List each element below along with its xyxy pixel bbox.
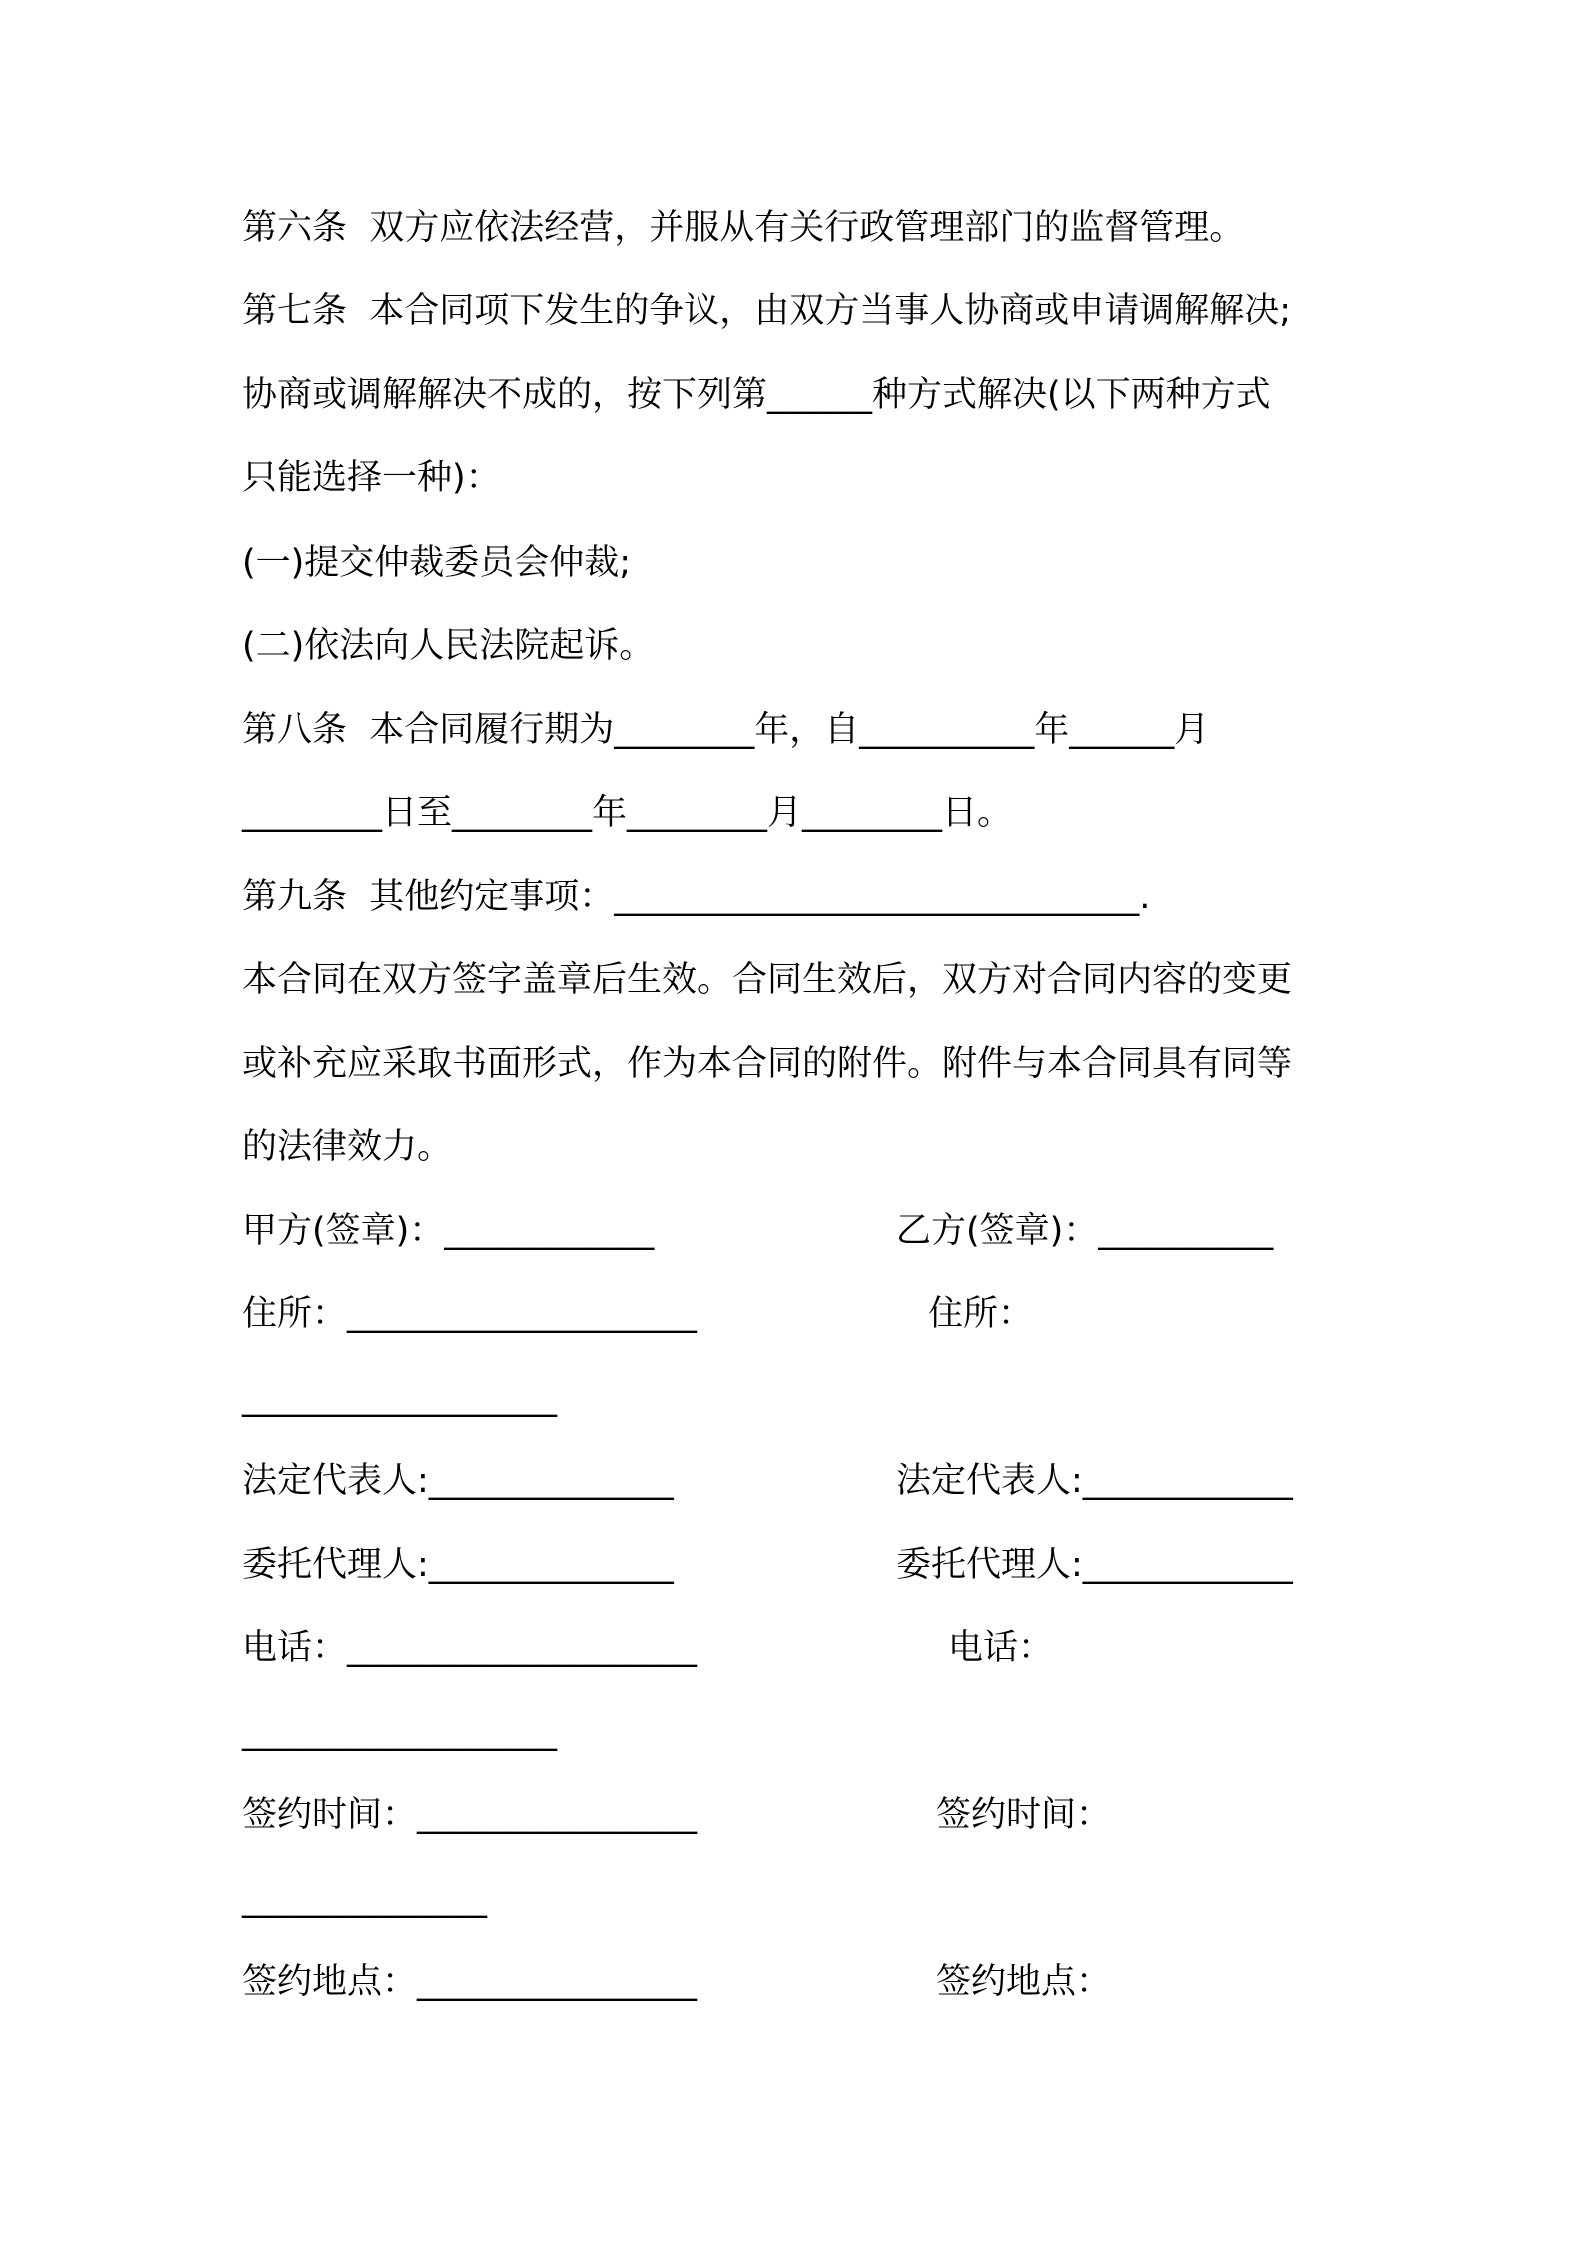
article-7-line-2: 协商或调解解决不成的，按下列第______种方式解决(以下两种方式 (242, 375, 1271, 415)
party-a-agent: 委托代理人:______________ (242, 1545, 674, 1585)
party-b-sign-time: 签约时间： (936, 1795, 1112, 1835)
article-7-line-3: 只能选择一种)： (242, 458, 501, 498)
article-7-line-1: 第七条 本合同项下发生的争议，由双方当事人协商或申请调解解决; (242, 291, 1292, 331)
article-9-line: 第九条 其他约定事项：______________________________. (242, 877, 1151, 917)
effect-clause-line-1: 本合同在双方签字盖章后生效。合同生效后，双方对合同内容的变更 (242, 960, 1293, 1000)
party-b-seal: 乙方(签章)：__________ (896, 1211, 1274, 1251)
sign-time-continuation: ______________ (242, 1879, 487, 1919)
article-8-line-2: ________日至________年________月________日。 (242, 793, 1013, 833)
effect-clause-line-2: 或补充应采取书面形式，作为本合同的附件。附件与本合同具有同等 (242, 1044, 1293, 1084)
article-8-line-1: 第八条 本合同履行期为________年，自__________年______月 (242, 710, 1210, 750)
article-6-line: 第六条 双方应依法经营，并服从有关行政管理部门的监督管理。 (242, 208, 1245, 248)
party-a-sign-time: 签约时间：________________ (242, 1795, 698, 1835)
option-court: (二)依法向人民法院起诉。 (242, 626, 655, 666)
phone-continuation: __________________ (242, 1712, 557, 1752)
option-arbitration: (一)提交仲裁委员会仲裁; (242, 543, 632, 583)
party-b-address: 住所： (928, 1294, 1034, 1334)
party-a-legal-rep: 法定代表人:______________ (242, 1461, 674, 1501)
party-b-phone: 电话： (948, 1628, 1054, 1668)
party-b-sign-place: 签约地点： (936, 1962, 1112, 2002)
party-a-phone: 电话：____________________ (242, 1628, 698, 1668)
party-a-sign-place: 签约地点：________________ (242, 1962, 698, 2002)
effect-clause-line-3: 的法律效力。 (242, 1127, 453, 1167)
party-a-address: 住所：____________________ (242, 1294, 698, 1334)
party-b-agent: 委托代理人:____________ (896, 1545, 1293, 1585)
party-a-seal: 甲方(签章)：____________ (242, 1211, 655, 1251)
address-continuation: __________________ (242, 1378, 557, 1418)
party-b-legal-rep: 法定代表人:____________ (896, 1461, 1293, 1501)
